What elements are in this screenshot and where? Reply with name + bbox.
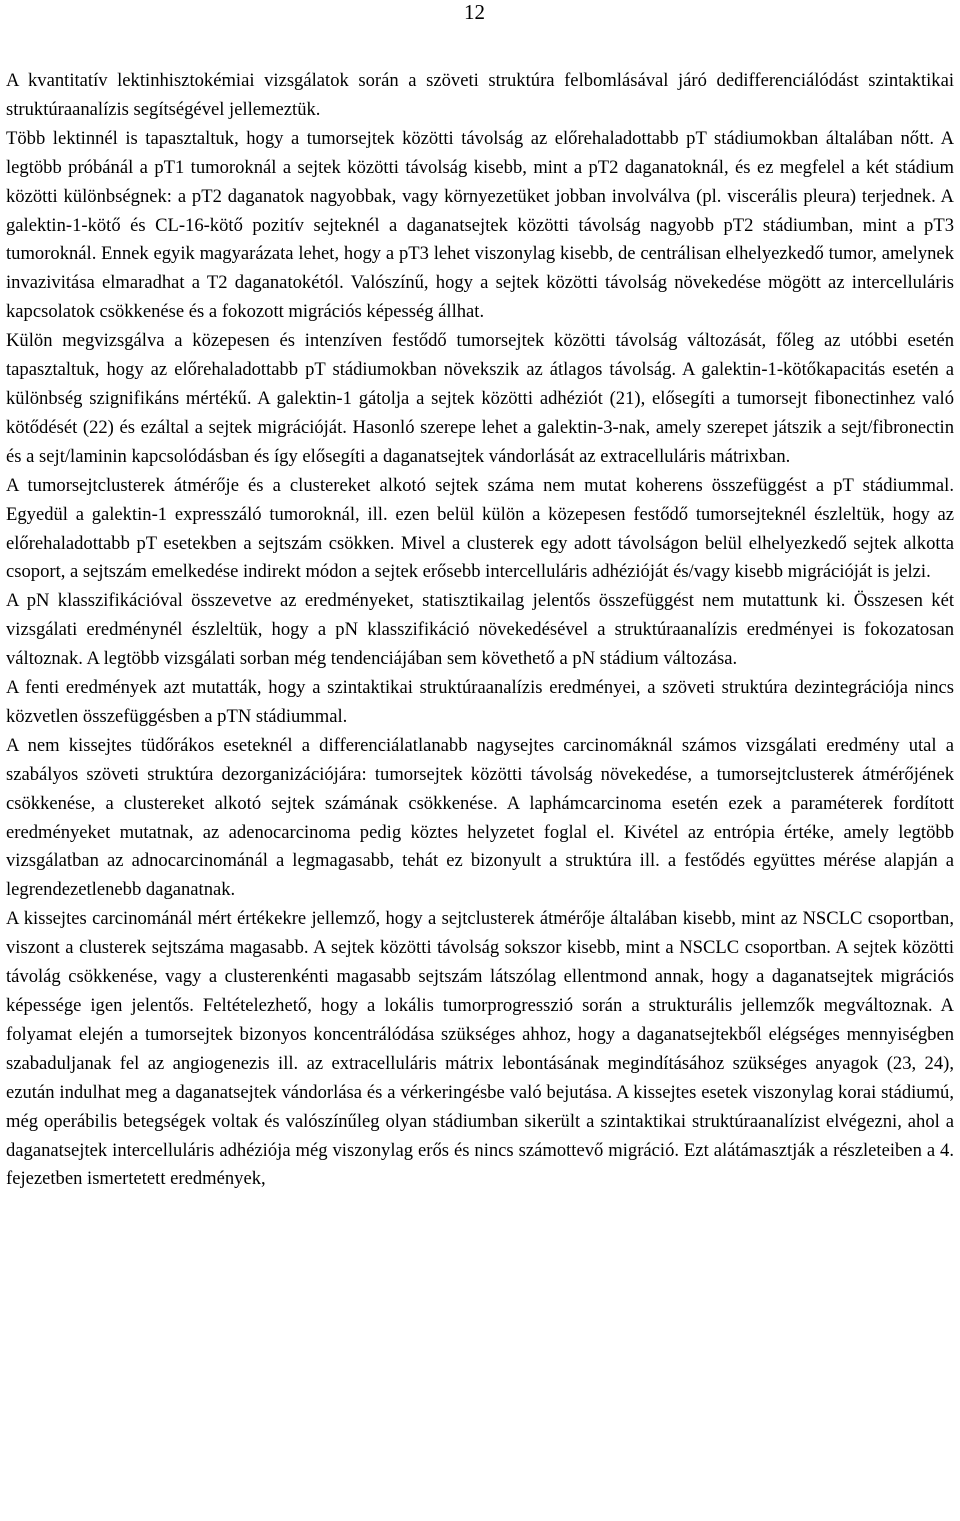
paragraph-pn-classification: A pN klasszifikációval összevetve az eredményeket, statisztikailag jelentős összefüggést nem mutattunk ki. Összesen két vizsgálati eredménynél észleltük, hogy a pN klasszifikáció növekedésével a struktúraanalízis eredményei is fokozatosan változnak. A legtöbb vizsgálati sorban még tendenciájában sem követhető a pN stádium változása. [6,590,954,670]
paragraph-tumor-clusters: A tumorsejtclusterek átmérője és a clustereket alkotó sejtek száma nem mutat koherens összefüggést a pT stádiummal. Egyedül a galektin-1 expresszáló tumoroknál, ill. ezen belül külön a közepesen festődő tumorsejteknél észleltük, hogy az előrehaladottabb pT esetekben a sejtszám csökken. Mivel a clusterek egy adott távolságon belül elhelyezkedő sejtek alkotta csoport, a sejtszám emelkedése indirekt módon a sejtek erősebb intercelluláris adhézióját és/vagy kisebb migrációját is jelzi. [6,474,954,583]
page-number: 12 [464,0,485,24]
paragraph-intercellular-distance: Több lektinnél is tapasztaltuk, hogy a tumorsejtek közötti távolság az előrehaladottabb pT stádiumokban általában nőtt. A legtöbb próbánál a pT1 tumoroknál a sejtek közötti távolság kisebb, mint a pT2 daganatoknál, és ez megfelel a két stádium közötti különbségnek: a pT2 daganatok nagyobbak, vagy környezetüket jobban involválva (pl. viscerális pleura) terjednek. A galektin-1-kötő és CL-16-kötő pozitív sejteknél a daganatsejtek közötti távolság nagyobb pT2 stádiumban, mint a pT3 tumoroknál. Ennek egyik magyarázata lehet, hogy a pT3 lehet viszonylag kisebb, de centrálisan elhelyezkedő tumor, amelynek invazivitása elmaradhat a T2 daganatokétól. Valószínű, hogy a sejtek közötti távolság növekedése mögött az intercelluláris kapcsolatok csökkenése és a fokozott migrációs képesség állhat. [6,127,954,323]
paragraph-staining-intensity: Külön megvizsgálva a közepesen és intenzíven festődő tumorsejtek közötti távolság változását, főleg az utóbbi esetén tapasztaltuk, hogy az előrehaladottabb pT stádiumokban növekszik az átlagos távolság. A galektin-1-kötőkapacitás esetén a különbség szignifikáns mértékű. A galektin-1 gátolja a sejtek közötti adhéziót (21), elősegíti a tumorsejt fibonectinhez való kötődését (22) és ezáltal a sejtek migrációját. Hasonló szerepe lehet a galektin-3-nak, amely szerepet játszik a sejt/fibronectin és a sejt/laminin kapcsolódásban és így elősegíti a daganatsejtek vándorlását az extracelluláris mátrixban. [6,330,954,467]
document-body [6,67,954,1194]
paragraph-nsclc-histotypes: A nem kissejtes tüdőrákos eseteknél a differenciálatlanabb nagysejtes carcinomáknál számos vizsgálati eredmény utal a szabályos szöveti struktúra dezorganizációjára: tumorsejtek közötti távolság növekedése, a tumorsejtclusterek átmérőjének csökkenése, a clustereket alkotó sejtek számának csökkenése. A laphámcarcinoma esetén ezek a paraméterek fordított eredményeket mutatnak, az adenocarcinoma pedig köztes helyzetet foglal el. Kivétel az entrópia értéke, amely legtöbb vizsgálatban az adnocarcinománál a legmagasabb, tehát ez bizonyult a struktúra ill. a festődés együttes mérése alapján a legrendezetlenebb daganatnak. [6,734,954,901]
paragraph-ptn-summary: A fenti eredmények azt mutatták, hogy a szintaktikai struktúraanalízis eredményei, a szöveti struktúra dezintegrációja nincs közvetlen összefüggésben a pTN stádiummal. [6,677,954,727]
paragraph-small-cell-carcinoma: A kissejtes carcinománál mért értékekre jellemző, hogy a sejtclusterek átmérője általában kisebb, mint az NSCLC csoportban, viszont a clusterek sejtszáma magasabb. A sejtek közötti távolság sokszor kisebb, mint a NSCLC csoportban. A sejtek közötti távolág csökkenése, vagy a clusterenkénti magasabb sejtszám látszólag ellentmond annak, hogy a daganatsejtek migrációs képessége igen jelentős. Feltételezhető, hogy a lokális tumorprogresszió során a strukturális jellemzők megváltoznak. A folyamat elején a tumorsejtek bizonyos koncentrálódása szükséges ahhoz, hogy a daganatsejtekből elégséges mennyiségben szabaduljanak fel az angiogenezis ill. az extracelluláris mátrix lebontásának megindításához szükséges anyagok (23, 24), ezután indulhat meg a daganatsejtek vándorlása és a vérkeringésbe való bejutása. A kissejtes esetek viszonylag korai stádiumú, még operábilis betegségek voltak és valószínűleg olyan stádiumban sikerült a szintaktikai struktúraanalízist elvégezni, ahol a daganatsejtek intercelluláris adhéziója még viszonylag erős és nincs számottevő migráció. Ezt alátámasztják a részleteiben a 4. fejezetben ismertetett eredmények, [6,908,954,1190]
paragraph-lectin-histochemistry-intro: A kvantitatív lektinhisztokémiai vizsgálatok során a szöveti struktúra felbomlásával járó dedifferenciálódást szintaktikai struktúraanalízis segítségével jellemeztük. [6,70,954,120]
